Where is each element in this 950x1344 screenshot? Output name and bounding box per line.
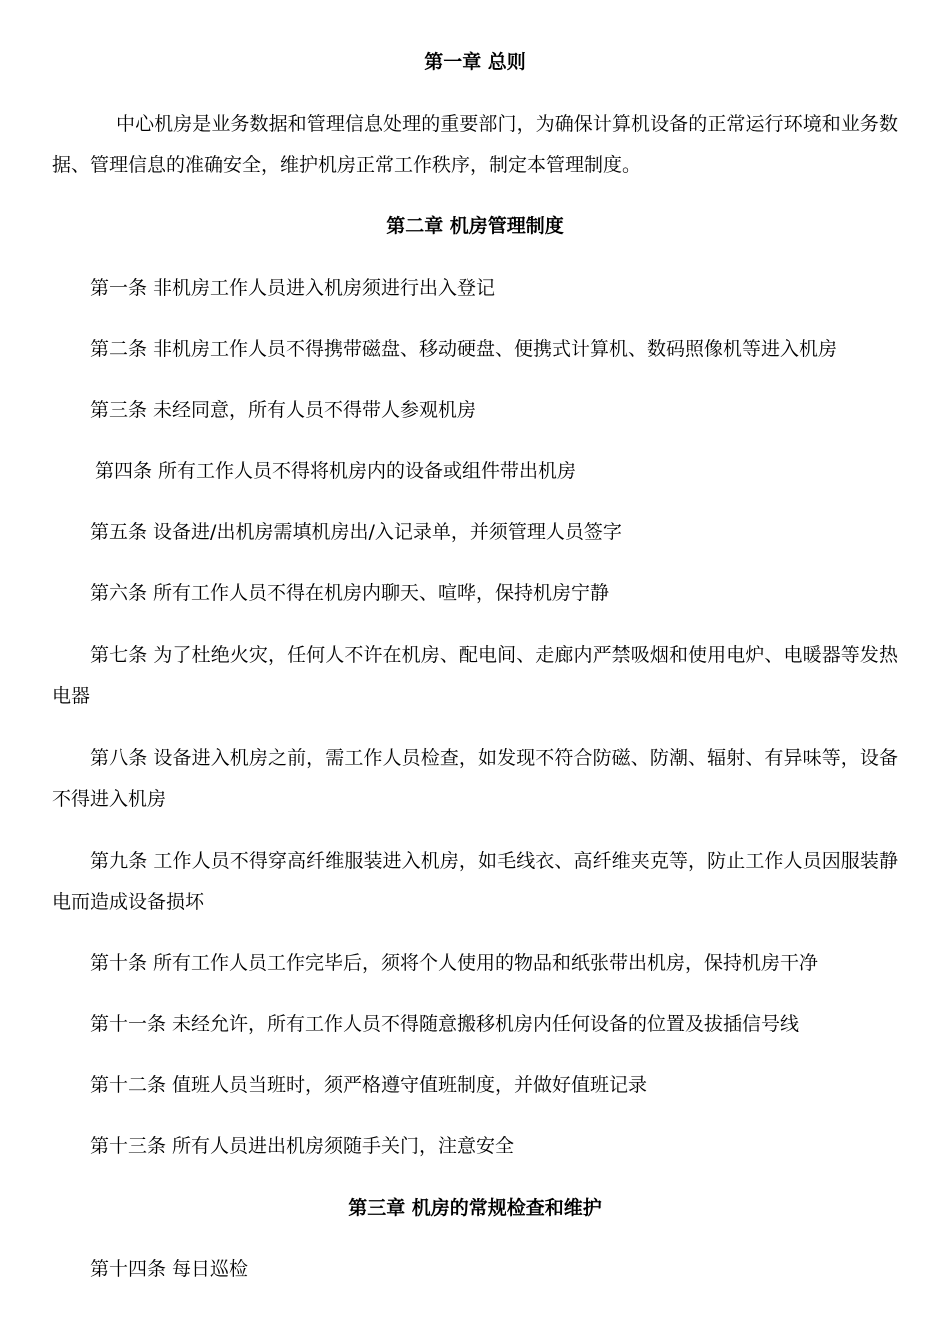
article-1: 第一条 非机房工作人员进入机房须进行出入登记 — [90, 277, 496, 299]
article-6: 第六条 所有工作人员不得在机房内聊天、喧哗，保持机房宁静 — [90, 582, 610, 604]
article-8: 第八条 设备进入机房之前，需工作人员检查，如发现不符合防磁、防潮、辐射、有异味等，设备不得进入机房 — [52, 747, 898, 810]
chapter-3-heading: 第三章 机房的常规检查和维护 — [348, 1197, 602, 1219]
article-7: 第七条 为了杜绝火灾，任何人不许在机房、配电间、走廊内严禁吸烟和使用电炉、电暖器等发热电器 — [52, 644, 898, 707]
chapter-2-heading: 第二章 机房管理制度 — [386, 215, 564, 237]
chapter-1-heading: 第一章 总则 — [424, 51, 526, 73]
article-11: 第十一条 未经允许，所有工作人员不得随意搬移机房内任何设备的位置及拔插信号线 — [90, 1013, 800, 1035]
article-2: 第二条 非机房工作人员不得携带磁盘、移动硬盘、便携式计算机、数码照像机等进入机房 — [90, 338, 838, 360]
article-10: 第十条 所有工作人员工作完毕后，须将个人使用的物品和纸张带出机房，保持机房干净 — [90, 952, 819, 974]
article-5: 第五条 设备进/出机房需填机房出/入记录单，并须管理人员签字 — [90, 521, 622, 543]
article-4: 第四条 所有工作人员不得将机房内的设备或组件带出机房 — [95, 460, 577, 482]
article-9: 第九条 工作人员不得穿高纤维服装进入机房，如毛线衣、高纤维夹克等，防止工作人员因服装静电而造成设备损坏 — [52, 850, 898, 913]
article-12: 第十二条 值班人员当班时，须严格遵守值班制度，并做好值班记录 — [90, 1074, 648, 1096]
article-13: 第十三条 所有人员进出机房须随手关门，注意安全 — [90, 1135, 515, 1157]
article-3: 第三条 未经同意，所有人员不得带人参观机房 — [90, 399, 477, 421]
intro-paragraph: 中心机房是业务数据和管理信息处理的重要部门，为确保计算机设备的正常运行环境和业务数据、管理信息的准确安全，维护机房正常工作秩序，制定本管理制度。 — [52, 113, 898, 176]
article-14: 第十四条 每日巡检 — [90, 1258, 249, 1280]
